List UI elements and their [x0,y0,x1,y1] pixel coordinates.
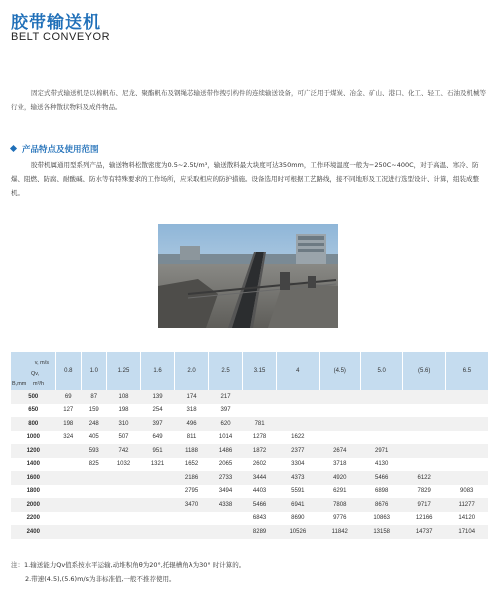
capacity-cell: 6941 [277,498,319,512]
capacity-cell: 3444 [243,471,277,485]
capacity-cell: 781 [243,417,277,431]
belt-width-cell: 1400 [26,461,40,468]
capacity-cell: 14737 [403,525,445,539]
note-line-2: 2.带速(4.5),(5.6)m/s为非标准值,一般不推荐使用。 [25,575,176,583]
capacity-cell: 397 [141,417,175,431]
capacity-cell: 8690 [291,515,305,522]
capacity-cell: 742 [107,444,141,458]
belt-conveyor-photo [158,224,338,328]
capacity-cell: 811 [186,434,197,441]
capacity-table [11,352,488,539]
speed-header: 6.5 [445,352,488,390]
table-body [11,390,488,539]
capacity-cell: 3494 [218,488,233,495]
corner-unit-label: m³/h [33,381,44,387]
capacity-cell [107,512,141,526]
capacity-cell: 198 [56,417,82,431]
belt-width-cell: 1000 [26,434,40,441]
capacity-cell [81,485,107,499]
capacity-cell: 1188 [175,444,209,458]
capacity-cell: 2733 [209,471,243,485]
speed-header: 1.25 [107,352,141,390]
capacity-cell: 5466 [243,498,277,512]
capacity-cell: 4130 [375,461,389,468]
capacity-cell: 2065 [218,461,233,468]
capacity-cell [319,404,360,418]
capacity-cell: 4373 [277,471,319,485]
capacity-cell [319,431,360,445]
capacity-cell: 139 [141,390,175,404]
notes [11,558,489,586]
capacity-cell: 4920 [319,471,360,485]
capacity-cell [107,525,141,539]
capacity-cell [56,525,82,539]
section-heading [11,143,99,155]
capacity-cell: 127 [63,407,74,414]
capacity-cell: 2377 [277,444,319,458]
belt-width-cell: 800 [11,417,56,431]
capacity-cell [445,390,488,404]
capacity-cell: 6291 [333,488,347,495]
table-row [11,512,488,526]
capacity-cell [403,431,445,445]
capacity-cell [445,458,488,472]
capacity-cell [360,431,402,445]
capacity-cell: 649 [152,434,163,441]
capacity-cell: 217 [209,390,243,404]
capacity-cell: 1321 [150,461,165,468]
speed-header: (5.6) [403,352,445,390]
capacity-cell [445,404,488,418]
capacity-cell: 3470 [175,498,209,512]
capacity-cell [360,390,402,404]
table-row [11,485,488,499]
speed-header: 3.15 [243,352,277,390]
capacity-cell [107,471,141,485]
capacity-cell: 951 [141,444,175,458]
capacity-cell: 10863 [373,515,391,522]
capacity-cell: 496 [175,417,209,431]
capacity-cell [56,444,82,458]
belt-width-cell: 500 [11,390,56,404]
capacity-cell [319,417,360,431]
capacity-cell [141,512,175,526]
capacity-cell: 2795 [184,488,199,495]
capacity-cell: 9083 [460,488,474,495]
corner-width-label: B,mm [12,381,27,387]
capacity-cell: 17104 [445,525,488,539]
speed-header: 4 [277,352,319,390]
capacity-cell [403,444,445,458]
capacity-cell: 1486 [209,444,243,458]
table-row [11,390,488,404]
belt-width-cell: 1800 [26,488,40,495]
belt-width-cell: 1600 [11,471,56,485]
capacity-cell [209,525,243,539]
capacity-cell [141,485,175,499]
capacity-cell: 9776 [333,515,347,522]
capacity-cell [445,444,488,458]
table-row [11,431,488,445]
capacity-cell: 593 [81,444,107,458]
capacity-cell: 1652 [184,461,199,468]
capacity-cell [141,471,175,485]
capacity-cell [243,404,277,418]
capacity-cell [243,390,277,404]
capacity-cell: 5466 [360,471,402,485]
capacity-cell: 174 [175,390,209,404]
table-row [11,458,488,472]
capacity-cell [175,512,209,526]
capacity-cell: 11842 [319,525,360,539]
capacity-cell: 13158 [360,525,402,539]
capacity-cell: 6843 [252,515,267,522]
capacity-cell [445,431,488,445]
capacity-cell: 1014 [218,434,233,441]
capacity-cell [360,404,402,418]
capacity-cell: 9717 [403,498,445,512]
capacity-cell: 620 [209,417,243,431]
capacity-cell: 108 [107,390,141,404]
capacity-cell: 7808 [319,498,360,512]
capacity-cell [403,390,445,404]
table-row [11,417,488,431]
capacity-cell [81,471,107,485]
capacity-cell: 8289 [243,525,277,539]
table-row [11,444,488,458]
capacity-cell: 12166 [415,515,433,522]
belt-width-cell: 2400 [11,525,56,539]
capacity-cell: 2186 [175,471,209,485]
table-row [11,498,488,512]
capacity-cell: 405 [88,434,99,441]
table-row [11,404,488,418]
belt-width-cell: 2000 [11,498,56,512]
capacity-cell [175,525,209,539]
capacity-cell: 825 [88,461,99,468]
capacity-cell: 10526 [277,525,319,539]
capacity-cell: 6122 [403,471,445,485]
capacity-cell [81,512,107,526]
capacity-cell: 1622 [291,434,305,441]
belt-width-cell: 650 [28,407,39,414]
capacity-cell: 2674 [319,444,360,458]
capacity-cell [209,512,243,526]
capacity-cell [56,512,82,526]
speed-header: 0.8 [56,352,82,390]
capacity-cell [445,417,488,431]
capacity-cell [141,498,175,512]
capacity-cell [277,390,319,404]
capacity-cell: 5591 [291,488,305,495]
capacity-cell: 248 [81,417,107,431]
capacity-cell [277,404,319,418]
table-corner-cell [11,352,56,390]
capacity-cell [319,390,360,404]
table-row [11,471,488,485]
speed-header: 1.0 [81,352,107,390]
corner-capacity-label: Qv, [31,371,40,377]
capacity-cell: 8676 [360,498,402,512]
capacity-cell [403,417,445,431]
intro-paragraph: 固定式带式输送机是以棉帆布、尼龙、聚酯帆布及钢绳芯输送带作拽引构件的连续输送设备，可广泛用于煤炭、冶金、矿山、港口、化工、轻工、石油及机械等行业，输送各种散状物料及成件物品。 [11,89,486,111]
note-line-1: 注：1.输送能力Qv值系按水平运输,动堆积角θ为20°,托辊槽角λ为30° 时计算的。 [11,561,246,569]
capacity-cell: 7829 [417,488,431,495]
capacity-cell: 1278 [252,434,267,441]
speed-header: (4.5) [319,352,360,390]
capacity-cell: 4338 [209,498,243,512]
corner-speed-label: v, m/s [34,360,49,366]
capacity-cell: 397 [220,407,231,414]
features-paragraph: 胶带机属通用型系列产品，输送物料松散密度为0.5~2.5t/m³，输送散料最大块度可达350mm，工作环境温度一般为−250C~400C，对于高温、寒冷、防爆、阻燃、防腐、耐酸碱、防水等有特殊要求的工作场所，应采取相应的防护措施。设备选用时可根据工艺路线，接不同地形及工况进行选型设计、计算，组装成整机。 [11,161,479,197]
capacity-cell [360,417,402,431]
capacity-cell [445,471,488,485]
capacity-cell: 198 [118,407,129,414]
speed-header: 1.6 [141,352,175,390]
page-subtitle: BELT CONVEYOR [11,31,111,43]
capacity-cell [56,471,82,485]
table-row [11,525,488,539]
capacity-cell [403,458,445,472]
belt-width-cell: 1200 [11,444,56,458]
capacity-cell: 2602 [252,461,267,468]
capacity-cell: 1032 [116,461,131,468]
capacity-cell [141,525,175,539]
capacity-cell [81,525,107,539]
capacity-cell: 324 [63,434,74,441]
section-heading-text: 产品特点及使用范围 [22,145,99,155]
capacity-cell: 507 [118,434,129,441]
capacity-cell [277,417,319,431]
capacity-cell: 2971 [360,444,402,458]
capacity-cell: 3304 [291,461,305,468]
capacity-cell [403,404,445,418]
speed-header: 5.0 [360,352,402,390]
capacity-cell: 3718 [333,461,347,468]
capacity-cell [56,498,82,512]
capacity-cell [56,485,82,499]
capacity-cell [81,498,107,512]
capacity-cell: 6898 [375,488,389,495]
capacity-cell [56,458,82,472]
capacity-cell: 11277 [445,498,488,512]
capacity-cell: 310 [107,417,141,431]
table-header-row [11,352,488,390]
speed-header: 2.5 [209,352,243,390]
page-title: 胶带输送机 [11,13,101,33]
conveyor-photo-illustration [158,224,338,328]
diamond-bullet-icon [10,145,17,152]
capacity-cell: 14120 [458,515,476,522]
speed-header: 2.0 [175,352,209,390]
capacity-cell [107,485,141,499]
capacity-cell: 159 [88,407,99,414]
capacity-cell: 87 [81,390,107,404]
capacity-cell [107,498,141,512]
capacity-cell: 69 [56,390,82,404]
capacity-cell: 318 [186,407,197,414]
capacity-cell: 4403 [252,488,267,495]
capacity-cell: 254 [152,407,163,414]
capacity-cell: 1872 [243,444,277,458]
belt-width-cell: 2200 [26,515,40,522]
